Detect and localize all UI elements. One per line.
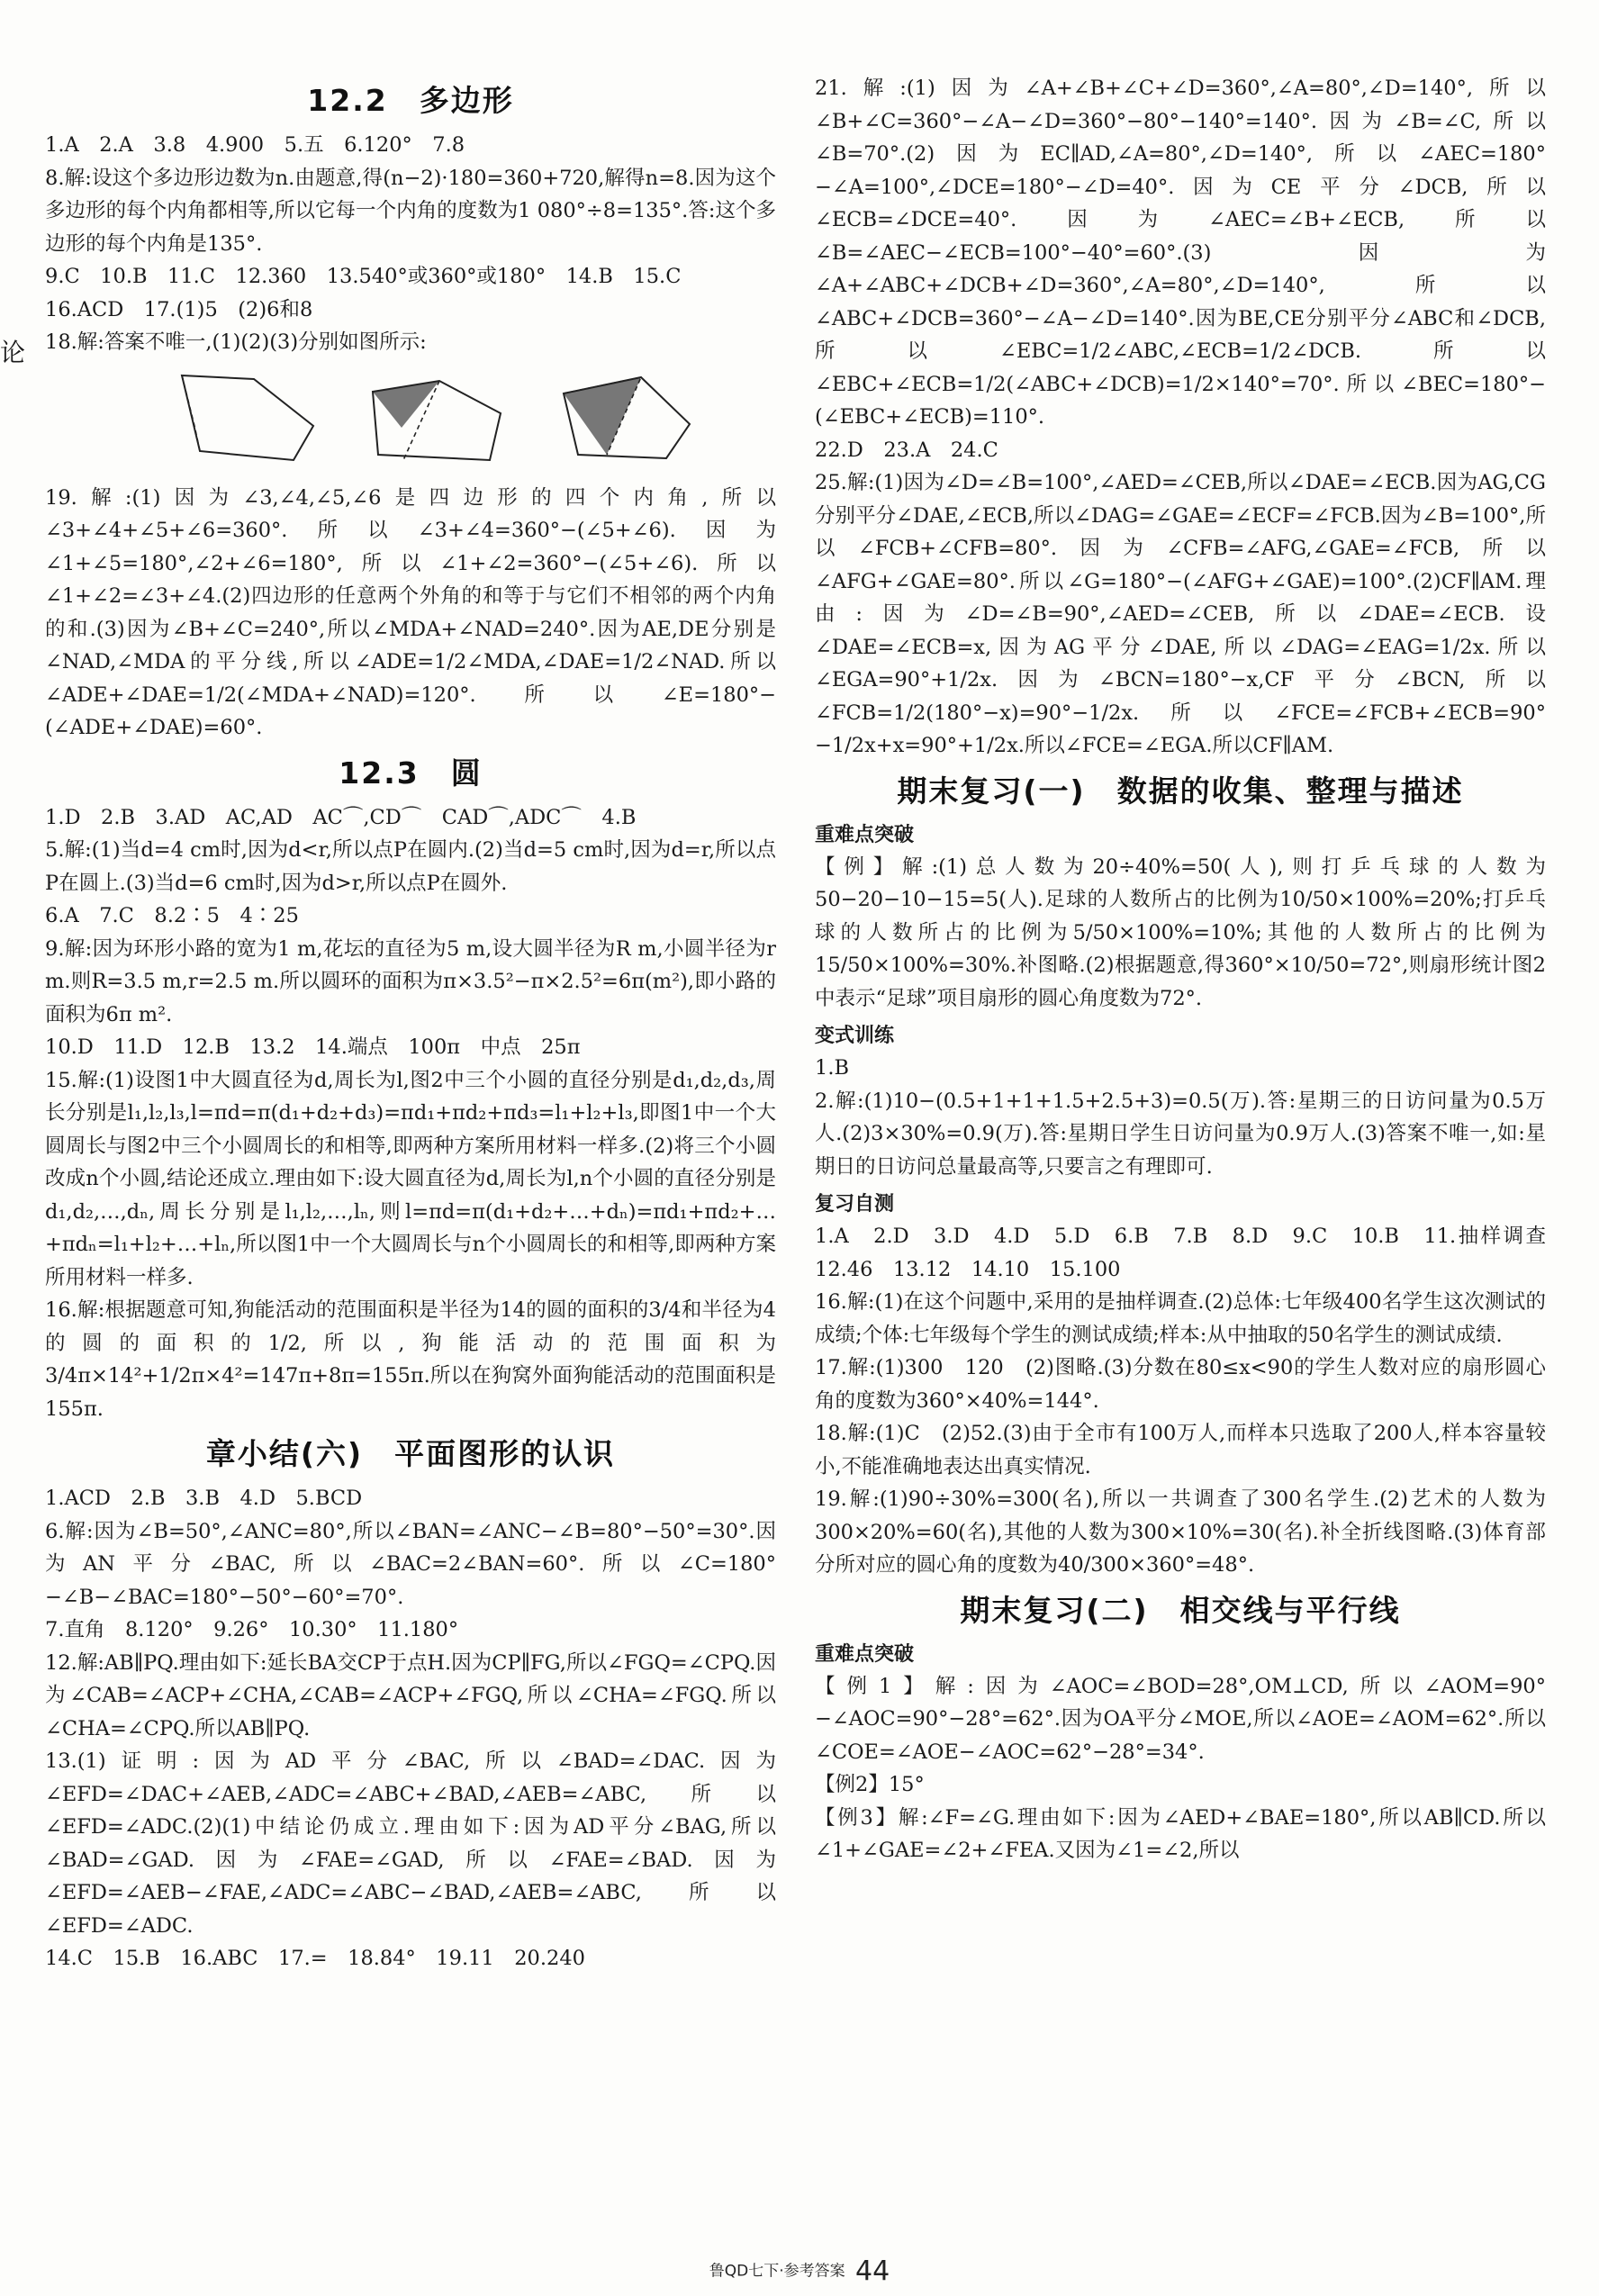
answer-paragraph: 【例】解:(1)总人数为20÷40%=50(人),则打乒乓球的人数为50−20−10−15=5(人).足球的人数所占的比例为10/50×100%=20%;打乒乓球的人数所占的比例为5/50×100%=10%;其他的人数所占的比例为15/50×100%=30%.补图略.(2)根据题意,得360°×10/50=72°,则扇形统计图2中表示“足球”项目扇形的圆心角度数为72°. [815,854,1546,1010]
answer-paragraph: 【例1】解:因为∠AOC=∠BOD=28°,OM⊥CD,所以∠AOM=90°−∠AOC=90°−28°=62°.因为OA平分∠MOE,所以∠AOE=∠AOM=62°.所以∠COE=∠AOE−∠AOC=62°−28°=34°. [815,1674,1546,1764]
page-number: 44 [855,2255,890,2287]
footer-label: 鲁QD七下·参考答案 [709,2262,845,2281]
answer-paragraph: 1.ACD 2.B 3.B 4.D 5.BCD [45,1487,363,1510]
right-column [815,72,1567,1867]
answer-paragraph: 10.D 11.D 12.B 13.2 14.端点 100π 中点 25π [45,1035,581,1059]
subsection-heading: 变式训练 [815,1025,895,1047]
answer-paragraph: 17.解:(1)300 120 (2)图略.(3)分数在80≤x<90的学生人数对应的扇形圆心角的度数为360°×40%=144°. [815,1356,1546,1413]
edge-fragment: 论 [0,338,26,367]
answer-paragraph: 6.A 7.C 8.2∶5 4∶25 [45,904,299,927]
answer-paragraph: 25.解:(1)因为∠D=∠B=100°,∠AED=∠CEB,所以∠DAE=∠ECB.因为AG,CG分别平分∠DAE,∠ECB,所以∠DAG=∠GAE=∠ECF=∠FCB.因为∠B=100°,所以∠FCB+∠CFB=80°.因为∠CFB=∠AFG,∠GAE=∠FCB,所以∠AFG+∠GAE=80°.所以∠G=180°−(∠AFG+∠GAE)=100°.(2)CF∥AM.理由:因为∠D=∠B=90°,∠AED=∠CEB,所以∠DAE=∠ECB.设∠DAE=∠ECB=x,因为AG平分∠DAE,所以∠DAG=∠EAG=1/2x.所以∠EGA=90°+1/2x.因为∠BCN=180°−x,CF平分∠BCN,所以∠FCB=1/2(180°−x)=90°−1/2x.所以∠FCE=∠FCB+∠ECB=90°−1/2x+x=90°+1/2x.所以∠FCE=∠EGA.所以CF∥AM. [815,471,1546,757]
answer-paragraph: 15.解:(1)设图1中大圆直径为d,周长为l,图2中三个小圆的直径分别是d₁,d₂,d₃,周长分别是l₁,l₂,l₃,l=πd=π(d₁+d₂+d₃)=πd₁+πd₂+πd₃=l₁+l₂+l₃,即图1中一个大圆周长与图2中三个小圆周长的和相等,即两种方案所用材料一样多.(2)将三个小圆改成n个小圆,结论还成立.理由如下:设大圆直径为d,周长为l,n个小圆的直径分别是d₁,d₂,…,dₙ,周长分别是l₁,l₂,…,lₙ,则l=πd=π(d₁+d₂+…+dₙ)=πd₁+πd₂+…+πdₙ=l₁+l₂+…+lₙ,所以图1中一个大圆周长与n个小圆周长的和相等,即两种方案所用材料一样多. [45,1068,776,1289]
answer-paragraph: 1.B [815,1056,850,1080]
answer-paragraph: 18.解:(1)C (2)52.(3)由于全市有100万人,而样本只选取了200人,样本容量较小,不能准确地表达出真实情况. [815,1422,1546,1478]
answer-paragraph: 7.直角 8.120° 9.26° 10.30° 11.180° [45,1618,459,1641]
left-column [45,72,776,1975]
section-title: 12.2 多边形 [307,83,514,118]
polygon-figure-2 [366,374,510,467]
answer-paragraph: 2.解:(1)10−(0.5+1+1+1.5+2.5+3)=0.5(万).答:星期三的日访问量为0.5万人.(2)3×30%=0.9(万).答:星期日学生日访问量为0.9万人.(3)答案不唯一,如:星期日的日访问总量最高等,只要言之有理即可. [815,1089,1546,1179]
subsection-heading: 重难点突破 [815,823,915,846]
answer-paragraph: 9.解:因为环形小路的宽为1 m,花坛的直径为5 m,设大圆半径为R m,小圆半径为r m.则R=3.5 m,r=2.5 m.所以圆环的面积为π×3.5²−π×2.5²=6π(m²),即小路的面积为6π m². [45,936,776,1026]
subsection-heading: 重难点突破 [815,1642,915,1666]
answer-paragraph: 8.解:设这个多边形边数为n.由题意,得(n−2)·180=360+720,解得n=8.因为这个多边形的每个内角都相等,所以它每一个内角的度数为1 080°÷8=135°.答:这个多边形的每个内角是135°. [45,166,776,256]
answer-paragraph: 21.解:(1)因为∠A+∠B+∠C+∠D=360°,∠A=80°,∠D=140°,所以∠B+∠C=360°−∠A−∠D=360°−80°−140°=140°.因为∠B=∠C,所以∠B=70°.(2)因为EC∥AD,∠A=80°,∠D=140°,所以∠AEC=180°−∠A=100°,∠DCE=180°−∠D=40°.因为CE平分∠DCB,所以∠ECB=∠DCE=40°.因为∠AEC=∠B+∠ECB,所以∠B=∠AEC−∠ECB=100°−40°=60°.(3)因为∠A+∠ABC+∠DCB+∠D=360°,∠A=80°,∠D=140°,所以∠ABC+∠DCB=360°−∠A−∠D=140°.因为BE,CE分别平分∠ABC和∠DCB,所以∠EBC=1/2∠ABC,∠ECB=1/2∠DCB.所以∠EBC+∠ECB=1/2(∠ABC+∠DCB)=1/2×140°=70°.所以∠BEC=180°−(∠EBC+∠ECB)=110°. [815,77,1546,429]
answer-paragraph: 19.解:(1)90÷30%=300(名),所以一共调查了300名学生.(2)艺术的人数为300×20%=60(名),其他的人数为300×10%=30(名).补全折线图略.(3)体育部分所对应的圆心角的度数为40/300×360°=48°. [815,1487,1546,1577]
answer-paragraph: 16.解:(1)在这个问题中,采用的是抽样调查.(2)总体:七年级400名学生这次测试的成绩;个体:七年级每个学生的测试成绩;样本:从中抽取的50名学生的测试成绩. [815,1290,1546,1347]
section-title: 期末复习(一) 数据的收集、整理与描述 [897,773,1464,809]
answer-paragraph: 14.C 15.B 16.ABC 17.= 18.84° 19.11 20.240 [45,1947,585,1970]
answer-paragraph: 1.A 2.A 3.8 4.900 5.五 6.120° 7.8 [45,133,465,157]
section-title: 12.3 圆 [339,755,483,791]
answer-paragraph: 22.D 23.A 24.C [815,438,998,462]
page-footer [0,2255,1599,2287]
polygon-figure-1 [176,374,321,467]
answer-paragraph: 19.解:(1)因为∠3,∠4,∠5,∠6是四边形的四个内角,所以∠3+∠4+∠5+∠6=360°.所以∠3+∠4=360°−(∠5+∠6).因为∠1+∠5=180°,∠2+∠6=180°,所以∠1+∠2=360°−(∠5+∠6).所以∠1+∠2=∠3+∠4.(2)四边形的任意两个外角的和等于与它们不相邻的两个内角的和.(3)因为∠B+∠C=240°,所以∠MDA+∠NAD=240°.因为AE,DE分别是∠NAD,∠MDA的平分线,所以∠ADE=1/2∠MDA,∠DAE=1/2∠NAD.所以∠ADE+∠DAE=1/2(∠MDA+∠NAD)=120°.所以∠E=180°−(∠ADE+∠DAE)=60°. [45,485,776,739]
polygon-figure-3 [555,374,699,467]
answer-paragraph: 1.D 2.B 3.AD AC,AD AC⌒,CD⌒ CAD⌒,ADC⌒ 4.B [45,805,637,829]
subsection-heading: 复习自测 [815,1193,895,1216]
answer-paragraph: 9.C 10.B 11.C 12.360 13.540°或360°或180° 14.B 15.C [45,265,682,288]
answer-paragraph: 18.解:答案不唯一,(1)(2)(3)分别如图所示: [45,330,427,354]
answer-paragraph: 16.解:根据题意可知,狗能活动的范围面积是半径为14的圆的面积的3/4和半径为4的圆的面积的1/2,所以,狗能活动的范围面积为3/4π×14²+1/2π×4²=147π+8π=155π.所以在狗窝外面狗能活动的范围面积是155π. [45,1298,776,1421]
polygon-outline [182,375,313,460]
section-title: 期末复习(二) 相交线与平行线 [960,1592,1401,1628]
answer-paragraph: 【例2】15° [815,1773,925,1796]
section-title: 章小结(六) 平面图形的认识 [205,1436,616,1471]
answer-paragraph: 【例3】解:∠F=∠G.理由如下:因为∠AED+∠BAE=180°,所以AB∥CD.所以∠1+∠GAE=∠2+∠FEA.又因为∠1=∠2,所以 [815,1805,1546,1862]
polygon-figure-group [99,374,776,467]
answer-paragraph: 5.解:(1)当d=4 cm时,因为d<r,所以点P在圆内.(2)当d=5 cm时,因为d=r,所以点P在圆上.(3)当d=6 cm时,因为d>r,所以点P在圆外. [45,838,776,895]
answer-paragraph: 12.解:AB∥PQ.理由如下:延长BA交CP于点H.因为CP∥FG,所以∠FGQ=∠CPQ.因为∠CAB=∠ACP+∠CHA,∠CAB=∠ACP+∠FGQ,所以∠CHA=∠FGQ.所以∠CHA=∠CPQ.所以AB∥PQ. [45,1650,776,1740]
answer-paragraph: 16.ACD 17.(1)5 (2)6和8 [45,297,313,321]
answer-paragraph: 6.解:因为∠B=50°,∠ANC=80°,所以∠BAN=∠ANC−∠B=80°−50°=30°.因为AN平分∠BAC,所以∠BAC=2∠BAN=60°.所以∠C=180°−∠B−∠BAC=180°−50°−60°=70°. [45,1519,776,1609]
answer-paragraph: 13.(1)证明:因为AD平分∠BAC,所以∠BAD=∠DAC.因为∠EFD=∠DAC+∠AEB,∠ADC=∠ABC+∠BAD,∠AEB=∠ABC,所以∠EFD=∠ADC.(2)(1)中结论仍成立.理由如下:因为AD平分∠BAG,所以∠BAD=∠GAD.因为∠FAE=∠GAD,所以∠FAE=∠BAD.因为∠EFD=∠AEB−∠FAE,∠ADC=∠ABC−∠BAD,∠AEB=∠ABC,所以∠EFD=∠ADC. [45,1749,776,1938]
answer-paragraph: 1.A 2.D 3.D 4.D 5.D 6.B 7.B 8.D 9.C 10.B 11.抽样调查 12.46 13.12 14.10 15.100 [815,1225,1567,1281]
